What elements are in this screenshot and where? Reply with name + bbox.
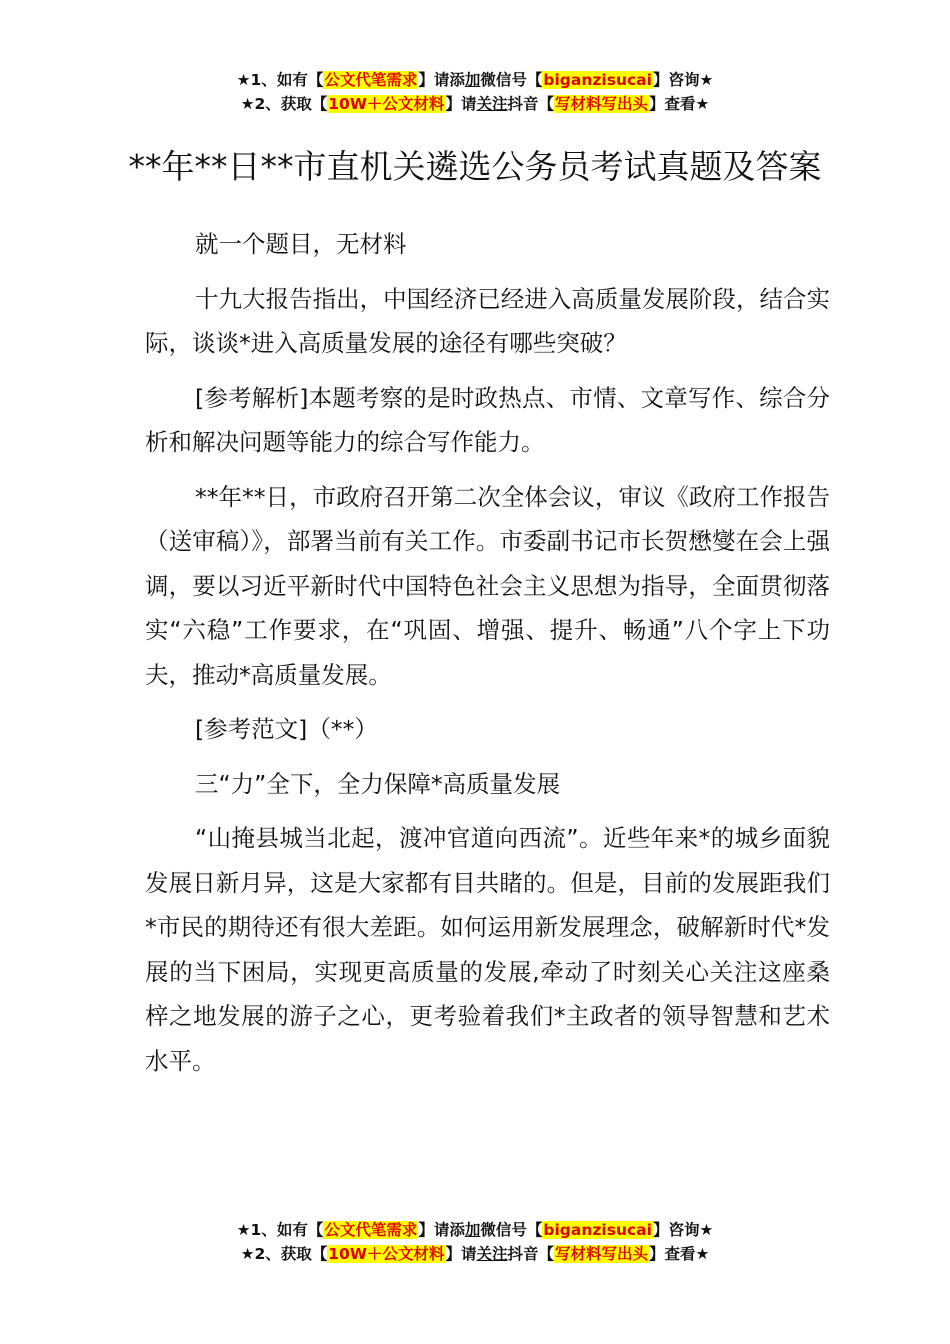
banner-text: 抖音【 xyxy=(507,95,554,113)
banner-text: 】咨询★ xyxy=(652,71,714,89)
banner-text: 】查看★ xyxy=(649,95,710,113)
banner-highlight: 10W＋公文材料 xyxy=(328,95,445,113)
document-title: **年**日**市直机关遴选公务员考试真题及答案 xyxy=(128,147,822,187)
paragraph: [参考解析]本题考察的是时政热点、市情、文章写作、综合分析和解决问题等能力的综合写作能力。 xyxy=(145,383,830,456)
banner-text: ★1、如有【 xyxy=(236,1221,324,1239)
banner-text: 】请添 xyxy=(418,1221,465,1239)
paragraph: 十九大报告指出，中国经济已经进入高质量发展阶段，结合实际，谈谈*进入高质量发展的途径有哪些突破？ xyxy=(145,284,830,357)
banner-highlight: 公文代笔需求 xyxy=(324,71,418,89)
banner-highlight: 公文代笔需求 xyxy=(324,1221,418,1239)
banner-line-2 xyxy=(0,1242,950,1266)
banner-text: 】咨询★ xyxy=(652,1221,714,1239)
banner-text: 微信号【 xyxy=(480,71,543,89)
banner-highlight: biganzisucai xyxy=(543,71,652,89)
banner-highlight: biganzisucai xyxy=(543,1221,652,1239)
document-body xyxy=(145,222,830,1093)
banner-line-1 xyxy=(0,68,950,92)
paragraph: “山掩县城当北起，渡冲官道向西流”。近些年来*的城乡面貌发展日新月异，这是大家都有目共睹的。但是，目前的发展距我们*市民的期待还有很大差距。如何运用新发展理念，破解新时代*发展的当下困局，实现更高质量的发展,牵动了时刻关心关注这座桑梓之地发展的游子之心，更考验着我们*主政者的领导智慧和艺术水平。 xyxy=(145,824,830,1075)
banner-highlight: 10W＋公文材料 xyxy=(328,1245,445,1263)
banner-text: 】请 xyxy=(445,1245,477,1263)
paragraph: 就一个题目，无材料 xyxy=(195,230,407,258)
paragraph: [参考范文]（**） xyxy=(195,715,378,743)
banner-text: 】请添 xyxy=(418,71,465,89)
paragraph: **年**日，市政府召开第二次全体会议，审议《政府工作报告（送审稿）》，部署当前有关工作。市委副书记市长贺懋燮在会上强调，要以习近平新时代中国特色社会主义思想为指导，全面贯彻落实“六稳”工作要求，在“巩固、增强、提升、畅通”八个字上下功夫，推动*高质量发展。 xyxy=(145,482,830,689)
banner-highlight: 写材料写出头 xyxy=(554,95,648,113)
banner-underline: 关注 xyxy=(476,1245,508,1263)
banner-text: 】请 xyxy=(445,95,477,113)
banner-line-2 xyxy=(0,92,950,116)
banner-text: ★2、获取【 xyxy=(240,95,328,113)
banner-highlight: 写材料写出头 xyxy=(554,1245,648,1263)
banner-text: ★1、如有【 xyxy=(236,71,324,89)
banner-text: 抖音【 xyxy=(507,1245,554,1263)
banner-line-1 xyxy=(0,1218,950,1242)
banner-text: ★2、获取【 xyxy=(240,1245,328,1263)
header-banner xyxy=(0,68,950,116)
banner-underline: 加 xyxy=(464,71,481,89)
banner-text: 微信号【 xyxy=(480,1221,543,1239)
footer-banner xyxy=(0,1218,950,1266)
banner-underline: 关注 xyxy=(476,95,508,113)
paragraph: 三“力”全下，全力保障*高质量发展 xyxy=(195,769,561,798)
banner-underline: 加 xyxy=(464,1221,481,1239)
banner-text: 】查看★ xyxy=(649,1245,710,1263)
